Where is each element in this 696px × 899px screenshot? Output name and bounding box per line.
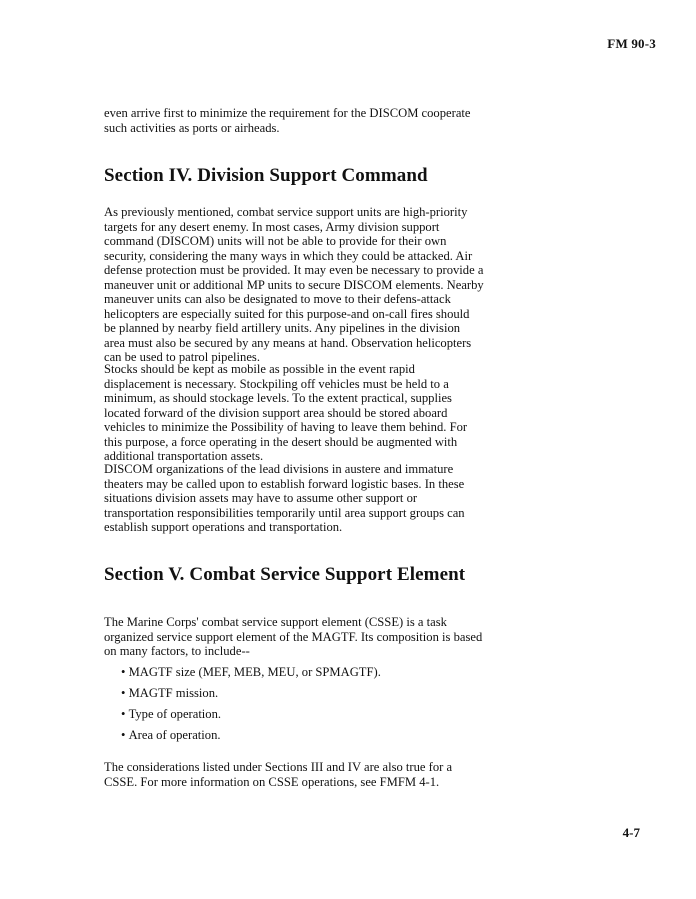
intro-paragraph: even arrive first to minimize the requirement for the DISCOM cooperate such activities as ports or airheads. (104, 106, 471, 135)
page-number: 4-7 (622, 825, 640, 840)
section-iv-paragraph-2: Stocks should be kept as mobile as possible in the event rapid displacement is necessary. Stockpiling off vehicles must be held to a minimum, as should stockage levels. To the extent practical, supplies located forward of the division support area should be stored aboard vehicles to minimize the Possibility of having to leave them behind. For this purpose, a force operating in the desert should be augmented with additional transportation assets. (104, 362, 468, 463)
list-item: • Area of operation. (121, 728, 381, 749)
list-item: • MAGTF size (MEF, MEB, MEU, or SPMAGTF). (121, 665, 381, 686)
section-v-paragraph-2: The considerations listed under Sections III and IV are also true for a CSSE. For more information on CSSE operations, see FMFM 4-1. (104, 760, 453, 789)
section-iv-paragraph-3: DISCOM organizations of the lead divisions in austere and immature theaters may be called upon to establish forward logistic bases. In these situations division assets may have to assume other support or transportation responsibilities temporarily until area support groups can establish support operations and transportation. (104, 462, 465, 534)
section-v-heading: Section V. Combat Service Support Element (104, 564, 466, 585)
factors-list (121, 665, 381, 749)
document-id-header: FM 90-3 (607, 36, 656, 51)
section-iv-heading: Section IV. Division Support Command (104, 165, 428, 186)
section-iv-paragraph-1: As previously mentioned, combat service support units are high-priority targets for any desert enemy. In most cases, Army division support command (DISCOM) units will not be able to provide for their own security, considering the many ways in which they could be attacked. Air defense protection must be provided. It may even be necessary to provide a maneuver unit or additional MP units to secure DISCOM elements. Nearby maneuver units can also be designated to move to their defens-attack helicopters are especially suited for this purpose-and on-call fires should be planned by nearby field artillery units. Any pipelines in the division area must also be secured by any means at hand. Observation helicopters can be used to patrol pipelines. (104, 205, 484, 364)
section-v-paragraph-1: The Marine Corps' combat service support element (CSSE) is a task organized service support element of the MAGTF. Its composition is based on many factors, to include-- (104, 615, 483, 658)
list-item: • MAGTF mission. (121, 686, 381, 707)
list-item: • Type of operation. (121, 707, 381, 728)
